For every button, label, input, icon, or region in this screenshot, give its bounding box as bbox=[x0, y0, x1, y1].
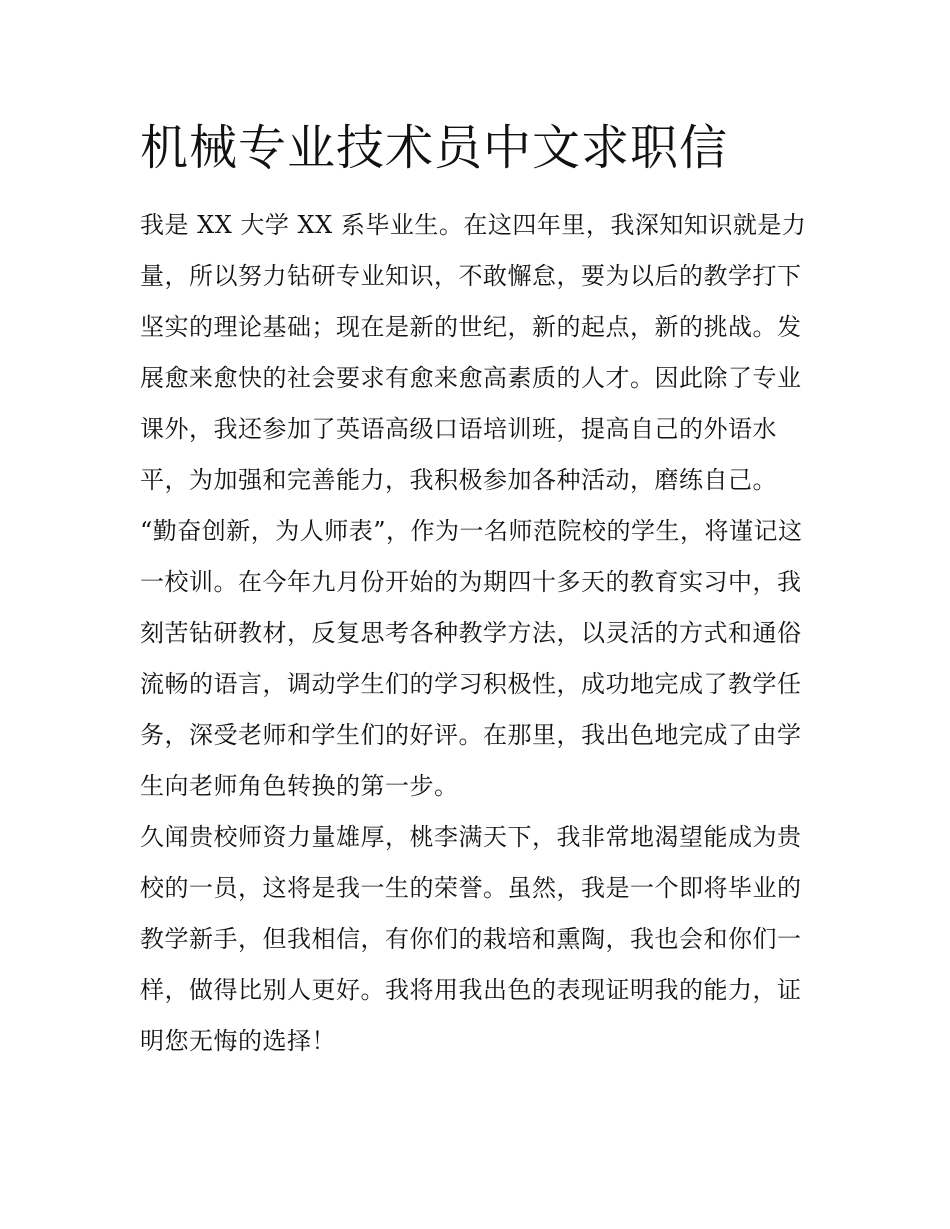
text-line: 久闻贵校师资力量雄厚，桃李满天下，我非常地渴望能成为贵 bbox=[140, 823, 802, 851]
text-line: 刻苦钻研教材，反复思考各种教学方法，以灵活的方式和通俗 bbox=[140, 619, 802, 647]
text-line: 务，深受老师和学生们的好评。在那里，我出色地完成了由学 bbox=[140, 721, 802, 749]
text-line: 流畅的语言，调动学生们的学习积极性，成功地完成了教学任 bbox=[140, 670, 802, 698]
letter-body bbox=[140, 200, 816, 1067]
text-line: 一校训。在今年九月份开始的为期四十多天的教育实习中，我 bbox=[140, 568, 802, 596]
paragraph-1 bbox=[140, 200, 816, 506]
text-line: 样，做得比别人更好。我将用我出色的表现证明我的能力，证 bbox=[140, 976, 802, 1004]
text-line: 生向老师角色转换的第一步。 bbox=[140, 772, 459, 800]
paragraph-3 bbox=[140, 812, 816, 1067]
paragraph-2 bbox=[140, 506, 816, 812]
text-line: 量，所以努力钻研专业知识，不敢懈怠，要为以后的教学打下 bbox=[140, 262, 802, 290]
text-line: 我是 XX 大学 XX 系毕业生。在这四年里，我深知知识就是力 bbox=[140, 211, 807, 239]
text-line: 校的一员，这将是我一生的荣誉。虽然，我是一个即将毕业的 bbox=[140, 874, 802, 902]
text-line: 平，为加强和完善能力，我积极参加各种活动，磨练自己。 bbox=[140, 466, 777, 494]
text-line: 课外，我还参加了英语高级口语培训班，提高自己的外语水 bbox=[140, 415, 777, 443]
text-line: 展愈来愈快的社会要求有愈来愈高素质的人才。因此除了专业 bbox=[140, 364, 802, 392]
text-line: “勤奋创新，为人师表”，作为一名师范院校的学生，将谨记这 bbox=[140, 517, 803, 545]
text-line: 坚实的理论基础；现在是新的世纪，新的起点，新的挑战。发 bbox=[140, 313, 802, 341]
text-line: 教学新手，但我相信，有你们的栽培和熏陶，我也会和你们一 bbox=[140, 925, 802, 953]
page-title: 机械专业技术员中文求职信 bbox=[140, 120, 729, 176]
text-line: 明您无悔的选择！ bbox=[140, 1027, 336, 1055]
